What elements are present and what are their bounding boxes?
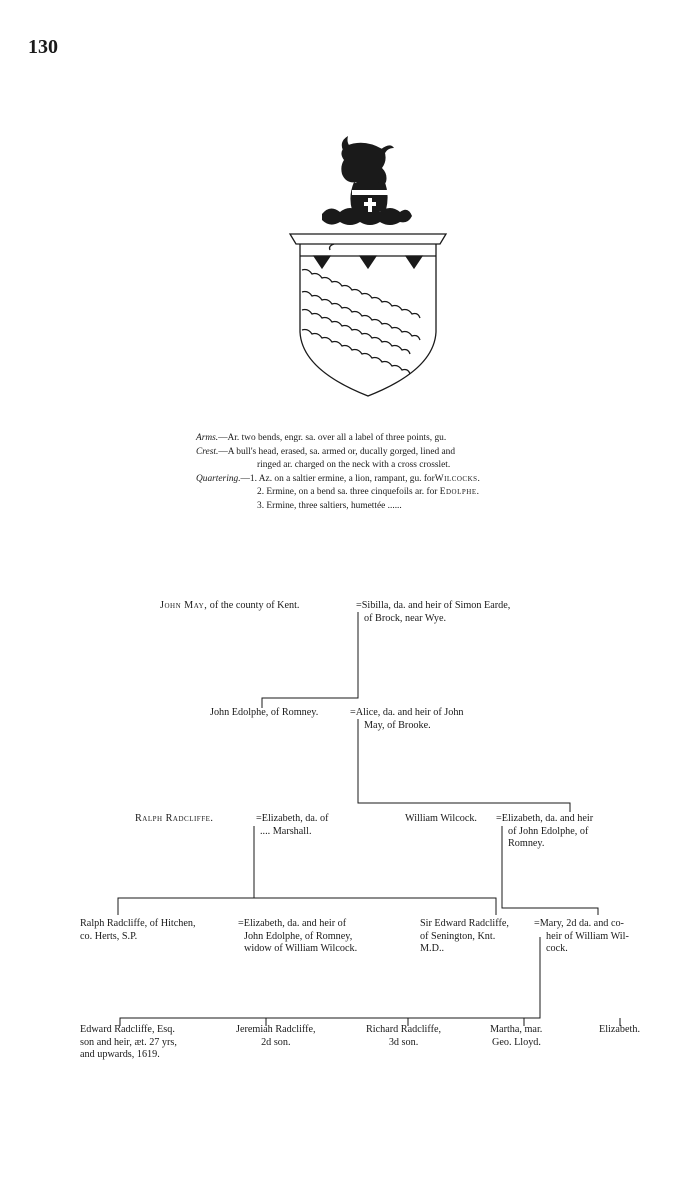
quartering-1-name: Wilcocks. — [434, 473, 481, 484]
person-richard-radcliffe: Richard Radcliffe, 3d son. — [366, 1024, 442, 1048]
quartering-2: 2. Ermine, on a bend sa. three cinquefoils ar. for — [257, 487, 438, 498]
arms-text: —Ar. two bends, engr. sa. over all a label of three points, gu. — [218, 433, 447, 443]
quartering-1: —1. Az. on a saltier ermine, a lion, rampant, gu. for — [240, 473, 435, 484]
person-sir-edward-radcliffe: Sir Edward Radcliffe, of Senington, Knt. M.D.. — [420, 918, 509, 955]
person-elizabeth-marshall: =Elizabeth, da. of .... Marshall. — [256, 813, 329, 837]
person-william-wilcock: William Wilcock. — [405, 813, 477, 824]
person-jeremiah-radcliffe: Jeremiah Radcliffe, 2d son. — [236, 1024, 316, 1048]
person-edward-radcliffe: Edward Radcliffe, Esq. son and heir, æt. 27 yrs, and upwards, 1619. — [80, 1024, 177, 1061]
quartering-label: Quartering. — [196, 473, 241, 484]
person-elizabeth-daughter: Elizabeth. — [599, 1024, 641, 1035]
crest-line-1: —A bull's head, erased, sa. armed or, ducally gorged, lined and — [218, 446, 456, 457]
crest-label: Crest. — [196, 446, 219, 457]
person-elizabeth-edolphe: =Elizabeth, da. and heir of John Edolphe, of Romney. — [496, 813, 594, 850]
person-sibilla: =Sibilla, da. and heir of Simon Earde, of Brock, near Wye. — [356, 600, 511, 624]
crest-line-2: ringed ar. charged on the neck with a cross crosslet. — [257, 460, 451, 471]
person-john-may: John May, of the county of Kent. — [160, 600, 300, 611]
quartering-2-name: Edolphe. — [439, 487, 480, 498]
quartering-3: 3. Ermine, three saltiers, humettée ...... — [257, 500, 402, 511]
person-elizabeth-widow: =Elizabeth, da. and heir of John Edolphe, of Romney, widow of William Wilcock. — [238, 918, 358, 955]
person-john-edolphe: John Edolphe, of Romney. — [210, 707, 319, 718]
person-martha: Martha, mar. Geo. Lloyd. — [490, 1024, 543, 1048]
person-mary: =Mary, 2d da. and co- heir of William Wil- cock. — [534, 918, 629, 955]
arms-label: Arms. — [196, 433, 219, 443]
person-ralph-of-hitchen: Ralph Radcliffe, of Hitchen, co. Herts, S.P. — [80, 918, 196, 942]
page-number: 130 — [28, 36, 58, 58]
person-ralph-radcliffe: Ralph Radcliffe. — [135, 813, 214, 824]
person-alice: =Alice, da. and heir of John May, of Brooke. — [350, 707, 464, 731]
